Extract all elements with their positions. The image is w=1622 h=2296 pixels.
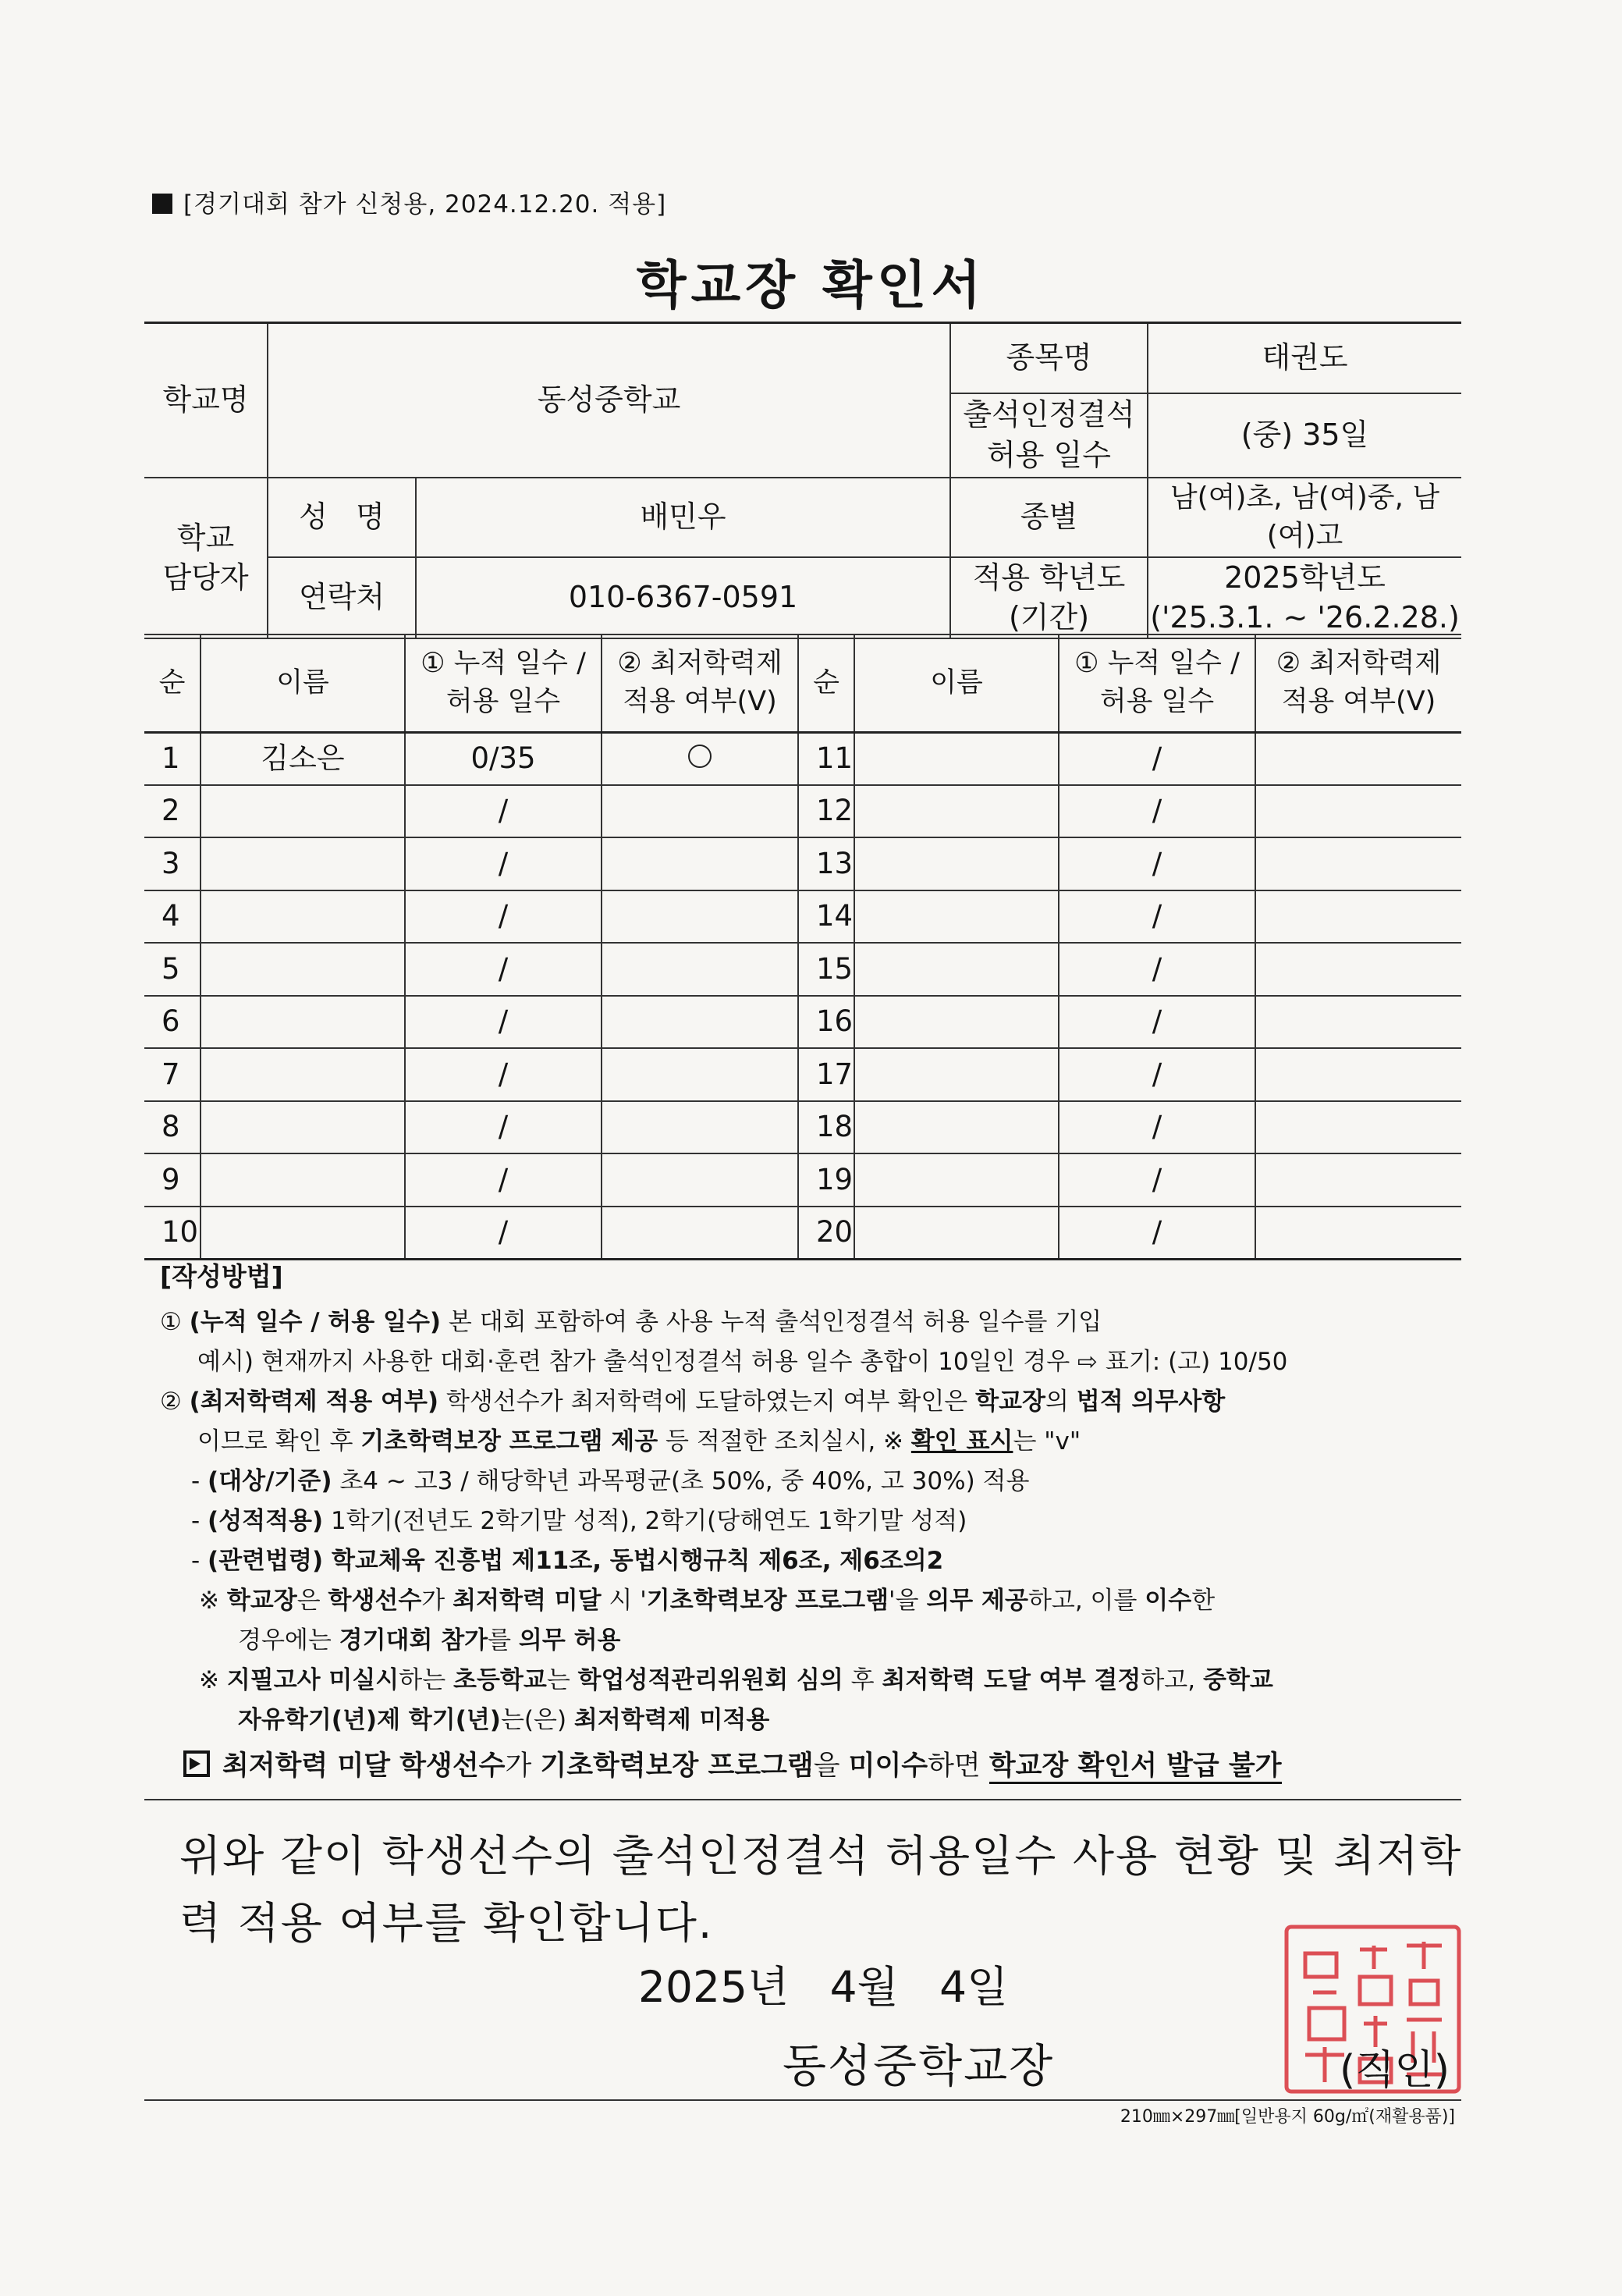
min-applied <box>602 1101 798 1154</box>
table-row <box>144 1101 1461 1154</box>
min-applied <box>602 1048 798 1101</box>
row-no: 17 <box>798 1048 854 1101</box>
min-applied <box>1255 1153 1461 1207</box>
table-row <box>144 1048 1461 1101</box>
arrow-box-icon <box>183 1750 210 1777</box>
student-name <box>854 996 1059 1049</box>
days-used: / <box>405 1048 602 1101</box>
col-min: ② 최저학력제 적용 여부(V) <box>602 634 798 732</box>
method-heading: [작성방법] <box>160 1261 283 1292</box>
days-used: / <box>1059 837 1255 890</box>
row-no: 16 <box>798 996 854 1049</box>
method-law: - (관련법령) 학교체육 진흥법 제11조, 동법시행규칙 제6조, 제6조의2 <box>191 1547 944 1575</box>
days-used: 0/35 <box>405 732 602 785</box>
min-applied <box>602 1153 798 1207</box>
student-name <box>201 1207 405 1260</box>
method-example: 예시) 현재까지 사용한 대회·훈련 참가 출석인정결석 허용 일수 총합이 10일인 경우 ⇨ 표기: (고) 10/50 <box>197 1348 1288 1376</box>
student-name <box>854 1207 1059 1260</box>
student-name <box>854 1153 1059 1207</box>
statement: 위와 같이 학생선수의 출석인정결석 허용일수 사용 현황 및 최저학력 적용 여부를 확인합니다. <box>179 1831 1463 1948</box>
student-name <box>854 890 1059 944</box>
row-no: 13 <box>798 837 854 890</box>
divider <box>144 1799 1461 1800</box>
days-used: / <box>405 1153 602 1207</box>
row-no: 5 <box>144 943 201 996</box>
contact-label: 연락처 <box>268 557 416 639</box>
table-row <box>144 943 1461 996</box>
row-no: 18 <box>798 1101 854 1154</box>
year-label: 적용 학년도 (기간) <box>950 557 1148 639</box>
sport-label: 종목명 <box>950 323 1148 393</box>
contact-value: 010-6367-0591 <box>416 557 950 639</box>
student-name <box>201 837 405 890</box>
min-applied <box>1255 1207 1461 1260</box>
min-applied <box>1255 1048 1461 1101</box>
min-applied <box>1255 732 1461 785</box>
method-note-1: ※ 학교장은 학생선수가 최저학력 미달 시 '기초학력보장 프로그램'을 의무 제공하고, 이를 이수한 <box>199 1587 1216 1615</box>
min-applied <box>602 732 798 785</box>
allow-days-value: (중) 35일 <box>1148 393 1461 478</box>
col-name: 이름 <box>201 634 405 732</box>
method-item-1: ① (누적 일수 / 허용 일수) 본 대회 포함하여 총 사용 누적 출석인정결석 허용 일수를 기입 <box>160 1308 1102 1336</box>
col-no: 순 <box>144 634 201 732</box>
row-no: 9 <box>144 1153 201 1207</box>
min-applied <box>1255 943 1461 996</box>
days-used: / <box>405 1101 602 1154</box>
student-name <box>201 785 405 838</box>
table-row <box>144 1153 1461 1207</box>
name-label: 성 명 <box>268 478 416 557</box>
year-value: 2025학년도 ('25.3.1. ~ '26.2.28.) <box>1148 557 1461 639</box>
info-table <box>144 322 1461 639</box>
min-applied <box>602 785 798 838</box>
method-note-2-cont: 자유학기(년)제 학기(년)는(은) 최저학력제 미적용 <box>238 1706 770 1734</box>
row-no: 19 <box>798 1153 854 1207</box>
student-name: 김소은 <box>201 732 405 785</box>
col-no: 순 <box>798 634 854 732</box>
days-used: / <box>1059 1048 1255 1101</box>
manager-name: 배민우 <box>416 478 950 557</box>
min-applied <box>602 996 798 1049</box>
manager-label: 학교 담당자 <box>144 478 268 639</box>
table-row <box>144 837 1461 890</box>
col-days: ① 누적 일수 / 허용 일수 <box>405 634 602 732</box>
days-used: / <box>405 837 602 890</box>
square-bullet-icon <box>152 194 172 214</box>
table-row <box>144 732 1461 785</box>
days-used: / <box>1059 1153 1255 1207</box>
principal-name: 동성중학교장 <box>783 2039 1055 2092</box>
student-name <box>201 1153 405 1207</box>
row-no: 8 <box>144 1101 201 1154</box>
divider-bottom <box>144 2099 1461 2101</box>
row-no: 15 <box>798 943 854 996</box>
days-used: / <box>405 890 602 944</box>
row-no: 10 <box>144 1207 201 1260</box>
seal-label: (직인) <box>1340 2047 1450 2094</box>
header-note: [경기대회 참가 신청용, 2024.12.20. 적용] <box>152 184 666 219</box>
min-applied <box>602 837 798 890</box>
days-used: / <box>1059 732 1255 785</box>
student-name <box>201 1048 405 1101</box>
paper-spec-footer: 210㎜×297㎜[일반용지 60g/㎡(재활용품)] <box>1120 2107 1455 2127</box>
student-name <box>854 785 1059 838</box>
table-row <box>144 996 1461 1049</box>
table-row <box>144 890 1461 944</box>
writing-method <box>160 1256 1471 1740</box>
student-name <box>854 1101 1059 1154</box>
col-name: 이름 <box>854 634 1059 732</box>
method-target: - (대상/기준) 초4 ~ 고3 / 해당학년 과목평균(초 50%, 중 40%, 고 30%) 적용 <box>191 1467 1030 1495</box>
row-no: 6 <box>144 996 201 1049</box>
student-name <box>854 837 1059 890</box>
days-used: / <box>1059 785 1255 838</box>
row-no: 7 <box>144 1048 201 1101</box>
min-applied <box>602 943 798 996</box>
days-used: / <box>1059 996 1255 1049</box>
row-no: 14 <box>798 890 854 944</box>
row-no: 11 <box>798 732 854 785</box>
days-used: / <box>405 943 602 996</box>
table-row <box>144 1207 1461 1260</box>
row-no: 1 <box>144 732 201 785</box>
method-note-1-cont: 경우에는 경기대회 참가를 의무 허용 <box>238 1626 621 1654</box>
circle-mark-icon <box>688 745 712 768</box>
student-name <box>854 943 1059 996</box>
min-applied <box>1255 785 1461 838</box>
min-applied <box>602 890 798 944</box>
row-no: 4 <box>144 890 201 944</box>
row-no: 20 <box>798 1207 854 1260</box>
method-item-2: ② (최저학력제 적용 여부) 학생선수가 최저학력에 도달하였는지 여부 확인은 학교장의 법적 의무사항 <box>160 1388 1226 1416</box>
sport-value: 태권도 <box>1148 323 1461 393</box>
days-used: / <box>405 785 602 838</box>
min-applied <box>602 1207 798 1260</box>
min-applied <box>1255 837 1461 890</box>
method-grades: - (성적적용) 1학기(전년도 2학기말 성적), 2학기(당해연도 1학기말 성적) <box>191 1507 967 1535</box>
student-name <box>201 890 405 944</box>
days-used: / <box>405 996 602 1049</box>
school-label: 학교명 <box>144 323 268 478</box>
student-name <box>854 732 1059 785</box>
school-name: 동성중학교 <box>268 323 950 478</box>
student-name <box>854 1048 1059 1101</box>
roster-table <box>144 634 1461 1260</box>
min-applied <box>1255 890 1461 944</box>
method-item-2-cont: 이므로 확인 후 기초학력보장 프로그램 제공 등 적절한 조치실시, ※ 확인 표시는 "v" <box>197 1427 1081 1455</box>
category-label: 종별 <box>950 478 1148 557</box>
student-name <box>201 996 405 1049</box>
document-title: 학교장 확인서 <box>636 255 986 315</box>
issue-date: 2025년 4월 4일 <box>638 1962 1009 2012</box>
days-used: / <box>1059 1207 1255 1260</box>
min-applied <box>1255 1101 1461 1154</box>
row-no: 12 <box>798 785 854 838</box>
allow-days-label: 출석인정결석 허용 일수 <box>950 393 1148 478</box>
student-name <box>201 943 405 996</box>
row-no: 2 <box>144 785 201 838</box>
seal-glyph-left <box>1305 1953 1344 2082</box>
category-value: 남(여)초, 남(여)중, 남(여)고 <box>1148 478 1461 557</box>
method-note-2: ※ 지필고사 미실시하는 초등학교는 학업성적관리위원회 심의 후 최저학력 도달 여부 결정하고, 중학교 <box>199 1666 1273 1694</box>
min-applied <box>1255 996 1461 1049</box>
table-row <box>144 785 1461 838</box>
col-min: ② 최저학력제 적용 여부(V) <box>1255 634 1461 732</box>
days-used: / <box>1059 943 1255 996</box>
col-days: ① 누적 일수 / 허용 일수 <box>1059 634 1255 732</box>
days-used: / <box>405 1207 602 1260</box>
student-name <box>201 1101 405 1154</box>
days-used: / <box>1059 890 1255 944</box>
warning-line: 최저학력 미달 학생선수가 기초학력보장 프로그램을 미이수하면 학교장 확인서 발급 불가 <box>183 1744 1282 1783</box>
row-no: 3 <box>144 837 201 890</box>
days-used: / <box>1059 1101 1255 1154</box>
